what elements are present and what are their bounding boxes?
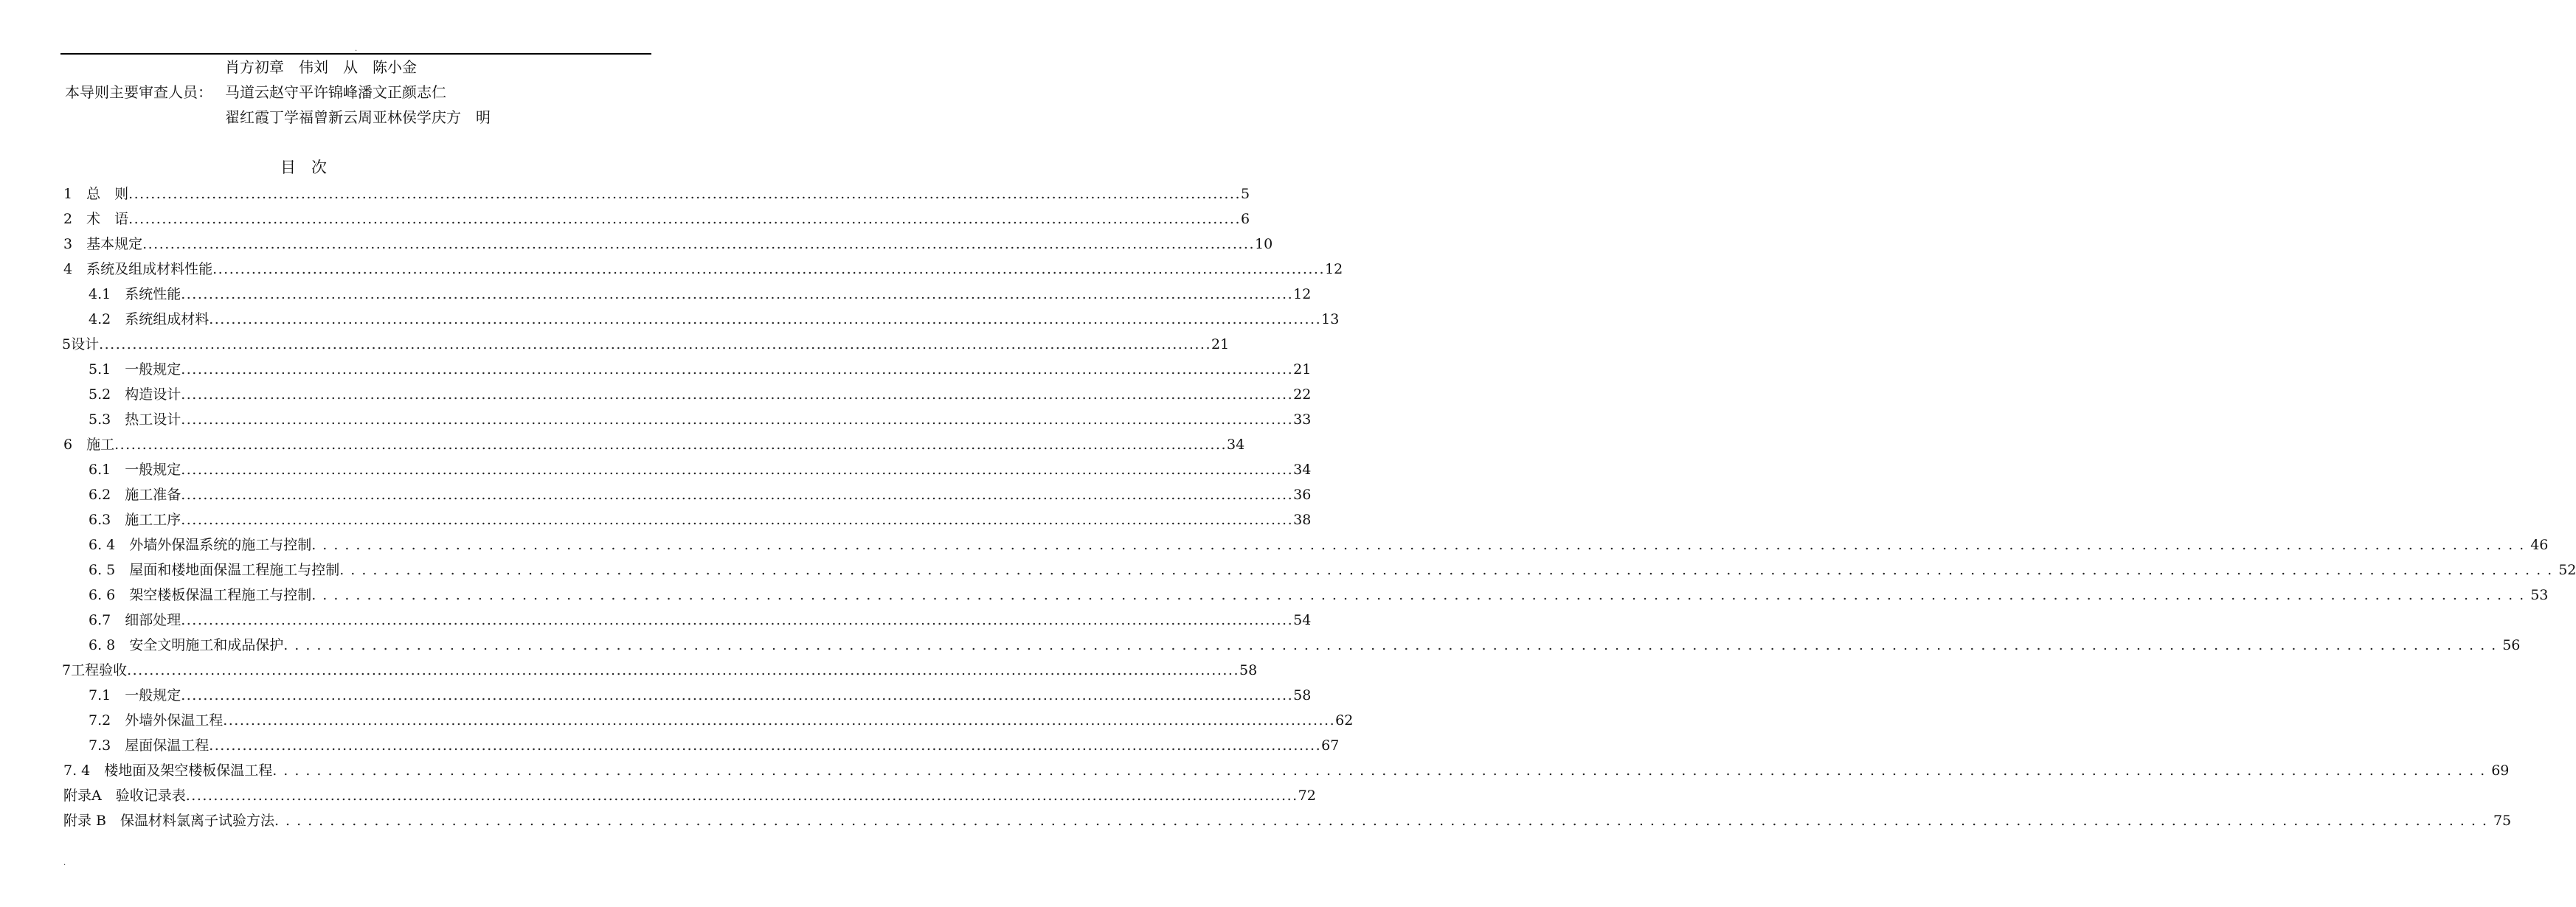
dot-leader: ........................................................................................................................................................................................................ [128,211,1242,227]
toc-entry-page: 6 [1241,211,1250,227]
toc-entry-page: 46 [2530,537,2549,553]
toc-entry-label: 7.1 一般规定 [89,687,181,703]
toc-entry[interactable] [89,407,1312,432]
toc-entry-label: 5.1 一般规定 [89,361,181,378]
toc-entry-label: 1 总 则 [63,186,129,202]
toc-entry-page: 34 [1293,462,1312,478]
toc-entry[interactable] [89,583,2549,608]
toc-entry-label: 7.3 屋面保温工程 [89,737,210,754]
toc-entry-label: 6.2 施工准备 [89,487,181,503]
dot-leader: ........................................................................................................................................................................................................ [128,186,1242,202]
toc-entry[interactable] [63,783,1316,808]
toc-entry-page: 22 [1293,386,1312,403]
toc-entry-label: 5.3 热工设计 [89,411,181,428]
toc-entry-label: 6 施工 [63,437,115,453]
toc-entry-page: 33 [1293,411,1312,428]
dot-leader: ........................................................................................................................................................................................................ [181,462,1294,478]
toc-entry-page: 69 [2491,762,2510,779]
reviewers-names-2: 翟红霞丁学福曾新云周亚林侯学庆方 明 [225,108,491,126]
dot-leader: ........................................................................................................................................................................................................ [223,712,1336,729]
toc-entry-page: 62 [1335,712,1354,729]
toc-entry-label: 6.3 施工工序 [89,512,181,528]
toc-entry-page: 36 [1293,487,1312,503]
toc-entry-page: 52 [2558,562,2576,578]
toc-entry[interactable] [89,282,1312,307]
dot-leader: ........................................................................................................................................................................................................ [209,311,1322,327]
toc-entry-label: 附录A 验收记录表 [63,788,186,804]
toc-entry-page: 58 [1293,687,1312,703]
dot-leader: ........................................................................................................................................................................................................ [339,562,2559,578]
toc-entry[interactable] [63,808,2512,833]
toc-title: 目 次 [280,159,327,176]
toc-entry-page: 58 [1239,662,1258,678]
dot-leader: ........................................................................................................................................................................................................ [283,637,2503,653]
reviewers-names-1: 马道云赵守平许锦峰潘文正颜志仁 [225,83,446,101]
toc-entry-label: 6. 6 架空楼板保温工程施工与控制 [89,587,312,603]
toc-entry[interactable] [89,482,1312,507]
reviewers-label: 本导则主要审查人员： [65,83,212,101]
toc-entry[interactable] [89,633,2521,658]
toc-entry-label: 7工程验收 [62,662,128,678]
toc-entry-page: 21 [1293,361,1312,378]
dot-leader: ........................................................................................................................................................................................................ [142,236,1256,252]
toc-entry[interactable] [62,332,1230,357]
toc-entry-page: 34 [1227,437,1245,453]
toc-entry[interactable] [63,432,1245,457]
toc-entry-page: 67 [1321,737,1340,754]
dot-leader: ........................................................................................................................................................................................................ [181,286,1294,302]
toc-entry-label: 6. 5 屋面和楼地面保温工程施工与控制 [89,562,340,578]
toc-entry-page: 5 [1241,186,1250,202]
reviewers-continued: 肖方初章 伟刘 从 陈小金 [225,58,417,76]
dot-leader: ........................................................................................................................................................................................................ [181,612,1294,628]
toc-entry-page: 10 [1255,236,1273,252]
toc-entry[interactable] [89,532,2549,557]
toc-entry-page: 56 [2502,637,2521,653]
dot-leader: ........................................................................................................................................................................................................ [99,336,1212,352]
toc-entry-page: 12 [1325,261,1343,277]
dot-leader: ........................................................................................................................................................................................................ [274,813,2493,829]
toc-entry-label: 2 术 语 [63,211,129,227]
dot-leader: ........................................................................................................................................................................................................ [181,411,1294,428]
toc-entry-page: 54 [1293,612,1312,628]
toc-entry[interactable] [89,507,1312,532]
toc-entry-label: 7. 4 楼地面及架空楼板保温工程 [63,762,273,779]
toc-entry[interactable] [63,232,1273,257]
toc-entry[interactable] [89,708,1354,733]
bottom-dot: . [63,859,66,867]
toc-entry[interactable] [63,257,1343,282]
dot-leader: ........................................................................................................................................................................................................ [181,512,1294,528]
toc-entry-label: 3 基本规定 [63,236,143,252]
dot-leader: ........................................................................................................................................................................................................ [127,662,1240,678]
toc-entry-label: 6.1 一般规定 [89,462,181,478]
dot-leader: ........................................................................................................................................................................................................ [209,737,1322,754]
toc-entry[interactable] [63,206,1250,232]
toc-entry[interactable] [89,733,1340,758]
toc-entry[interactable] [63,758,2510,783]
dot-leader: ........................................................................................................................................................................................................ [311,537,2531,553]
toc-entry[interactable] [63,181,1250,206]
dot-leader: ........................................................................................................................................................................................................ [311,587,2531,603]
toc-entry[interactable] [89,557,2576,583]
toc-entry[interactable] [89,357,1312,382]
toc-entry-label: 6.7 细部处理 [89,612,181,628]
toc-entry[interactable] [89,382,1312,407]
toc-entry-label: 4.2 系统组成材料 [89,311,210,327]
toc-entry-page: 53 [2530,587,2549,603]
toc-entry[interactable] [89,457,1312,482]
toc-entry-page: 75 [2493,813,2512,829]
toc-entry-page: 12 [1293,286,1312,302]
dot-leader: ........................................................................................................................................................................................................ [185,788,1298,804]
dot-leader: ........................................................................................................................................................................................................ [181,386,1294,403]
dot-leader: ........................................................................................................................................................................................................ [114,437,1228,453]
toc-entry-page: 38 [1293,512,1312,528]
toc-entry-label: 4.1 系统性能 [89,286,181,302]
toc-entry-label: 4 系统及组成材料性能 [63,261,213,277]
dot-leader: ........................................................................................................................................................................................................ [181,687,1294,703]
toc-entry[interactable] [89,608,1312,633]
toc-entry-label: 5设计 [62,336,100,352]
toc-entry-label: 7.2 外墙外保温工程 [89,712,224,729]
toc-entry[interactable] [89,307,1340,332]
toc-entry-page: 72 [1298,788,1316,804]
top-dot: . [355,45,358,53]
dot-leader: ........................................................................................................................................................................................................ [272,762,2492,779]
dot-leader: ........................................................................................................................................................................................................ [212,261,1326,277]
toc-entry[interactable] [89,683,1312,708]
toc-entry-page: 21 [1211,336,1230,352]
toc-entry[interactable] [62,658,1258,683]
toc-entry-label: 5.2 构造设计 [89,386,181,403]
toc-entry-page: 13 [1321,311,1340,327]
toc-entry-label: 6. 4 外墙外保温系统的施工与控制 [89,537,312,553]
toc-entry-label: 6. 8 安全文明施工和成品保护 [89,637,284,653]
dot-leader: ........................................................................................................................................................................................................ [181,361,1294,378]
dot-leader: ........................................................................................................................................................................................................ [181,487,1294,503]
toc-entry-label: 附录 B 保温材料氯离子试验方法 [63,813,275,829]
